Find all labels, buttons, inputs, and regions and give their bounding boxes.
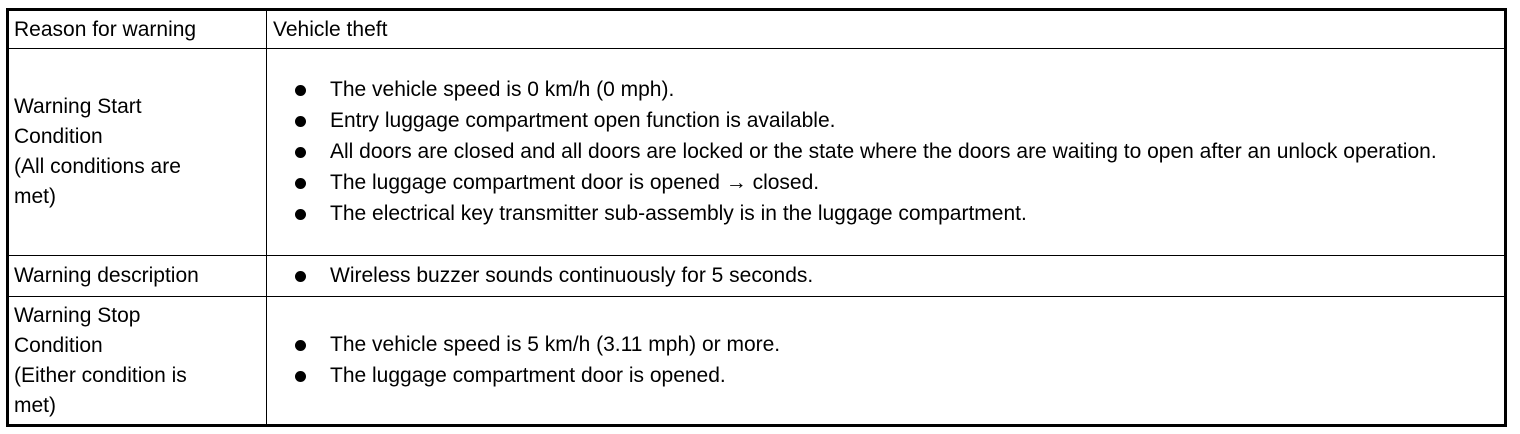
header-reason-label: Reason for warning (14, 17, 197, 41)
row-content-cell (267, 297, 1504, 424)
list-item-text: The vehicle speed is 0 km/h (0 mph). (330, 77, 675, 101)
list-item-text: The electrical key transmitter sub-assembly is in the luggage compartment. (330, 201, 1027, 225)
header-cell-vehicle-theft (267, 11, 1504, 48)
header-cell-reason (9, 11, 266, 48)
header-vehicle-theft-label: Vehicle theft (273, 17, 388, 41)
table-row (9, 256, 1504, 297)
row-label-cell (9, 49, 266, 255)
row-label-cell (9, 297, 266, 424)
bullet-icon (295, 271, 306, 282)
list-item (273, 199, 1437, 229)
bullet-list (273, 330, 780, 392)
warning-table (6, 8, 1507, 427)
table-row (9, 297, 1504, 424)
row-label-cell (9, 256, 266, 296)
row-content-cell (267, 49, 1504, 255)
list-item-text: Entry luggage compartment open function is available. (330, 108, 836, 132)
list-item (273, 361, 780, 391)
row-content-cell (267, 256, 1504, 296)
list-item-text: The vehicle speed is 5 km/h (3.11 mph) or more. (330, 332, 781, 356)
list-item (273, 137, 1437, 167)
list-item-text: Wireless buzzer sounds continuously for 5 seconds. (330, 263, 814, 287)
list-item (273, 330, 780, 360)
bullet-icon (295, 209, 306, 220)
list-item-text: The luggage compartment door is opened. (330, 363, 726, 387)
bullet-icon (295, 340, 306, 351)
bullet-icon (295, 147, 306, 158)
bullet-icon (295, 85, 306, 96)
warning-start-condition-label: Warning Start Condition (All conditions are met) (14, 95, 181, 208)
table-row (9, 49, 1504, 256)
list-item-text: All doors are closed and all doors are locked or the state where the doors are waiting to open after an unlock operation. (330, 139, 1437, 163)
bullet-list (273, 261, 813, 292)
bullet-icon (295, 116, 306, 127)
list-item (273, 75, 1437, 105)
list-item (273, 168, 1437, 198)
list-item-text: The luggage compartment door is opened → closed. (330, 170, 820, 194)
bullet-list (273, 75, 1437, 230)
bullet-icon (295, 371, 306, 382)
table-header-row (9, 11, 1504, 49)
list-item (273, 106, 1437, 136)
list-item (273, 261, 813, 291)
bullet-icon (295, 178, 306, 189)
warning-stop-condition-label: Warning Stop Condition (Either condition is met) (14, 303, 187, 417)
warning-description-label: Warning description (14, 264, 199, 287)
